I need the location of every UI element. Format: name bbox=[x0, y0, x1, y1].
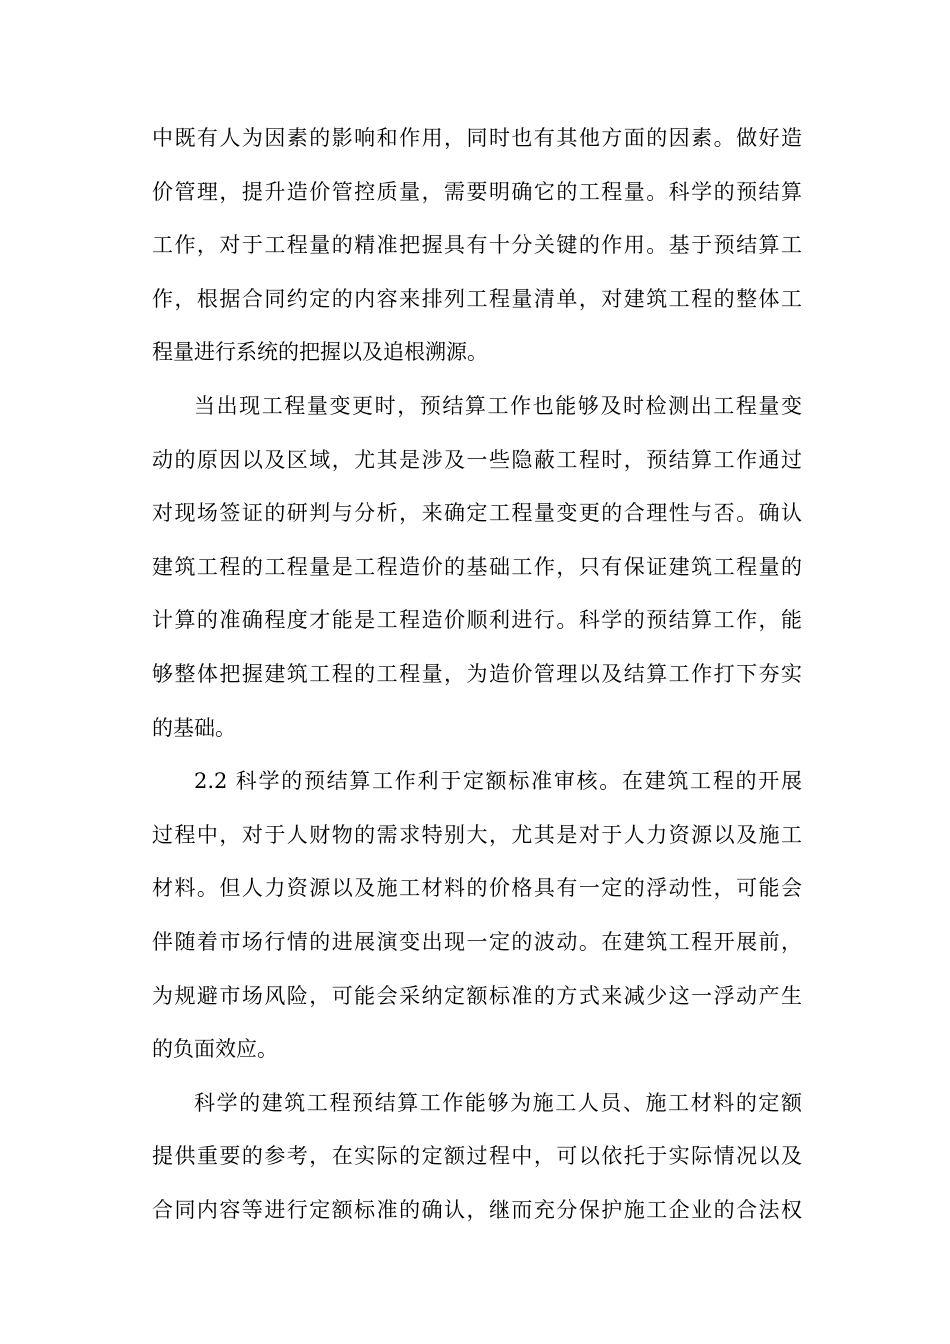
text-line: 中既有人为因素的影响和作用，同时也有其他方面的因素。做好造 bbox=[152, 126, 802, 150]
text-line: 当出现工程量变更时，预结算工作也能够及时检测出工程量变 bbox=[194, 393, 802, 418]
text-line: 对现场签证的研判与分析，来确定工程量变更的合理性与否。确认 bbox=[152, 501, 802, 526]
text-line: 为规避市场风险，可能会采纳定额标准的方式来减少这一浮动产生 bbox=[152, 983, 802, 1008]
text-line: 计算的准确程度才能是工程造价顺利进行。科学的预结算工作，能 bbox=[152, 608, 802, 633]
text-line: 价管理，提升造价管控质量，需要明确它的工程量。科学的预结算 bbox=[152, 179, 802, 204]
paragraph-1 bbox=[152, 118, 802, 386]
document-body bbox=[152, 118, 802, 1243]
text-line: 建筑工程的工程量是工程造价的基础工作，只有保证建筑工程量的 bbox=[152, 554, 802, 579]
text-line: 的负面效应。 bbox=[152, 1037, 278, 1062]
text-line: 程量进行系统的把握以及追根溯源。 bbox=[152, 340, 488, 365]
text-line: 科学的建筑工程预结算工作能够为施工人员、施工材料的定额 bbox=[194, 1090, 802, 1115]
text-line: 工作，对于工程量的精准把握具有十分关键的作用。基于预结算工 bbox=[152, 233, 802, 258]
paragraph-3 bbox=[152, 761, 802, 1083]
paragraph-2 bbox=[152, 386, 802, 761]
text-line: 伴随着市场行情的进展演变出现一定的波动。在建筑工程开展前， bbox=[152, 929, 802, 954]
text-line: 材料。但人力资源以及施工材料的价格具有一定的浮动性，可能会 bbox=[152, 876, 802, 901]
text-line: 过程中，对于人财物的需求特别大，尤其是对于人力资源以及施工 bbox=[152, 822, 802, 847]
text-line: 作，根据合同约定的内容来排列工程量清单，对建筑工程的整体工 bbox=[152, 286, 802, 311]
text-line: 合同内容等进行定额标准的确认，继而充分保护施工企业的合法权 bbox=[152, 1197, 802, 1222]
text-line: 动的原因以及区域，尤其是涉及一些隐蔽工程时，预结算工作通过 bbox=[152, 447, 802, 472]
paragraph-4 bbox=[152, 1083, 802, 1244]
text-line: 够整体把握建筑工程的工程量，为造价管理以及结算工作打下夯实 bbox=[152, 661, 802, 686]
text-line: 的基础。 bbox=[152, 715, 236, 740]
text-line: 2.2 科学的预结算工作利于定额标准审核。在建筑工程的开展 bbox=[194, 769, 802, 794]
text-line: 提供重要的参考，在实际的定额过程中，可以依托于实际情况以及 bbox=[152, 1144, 802, 1169]
